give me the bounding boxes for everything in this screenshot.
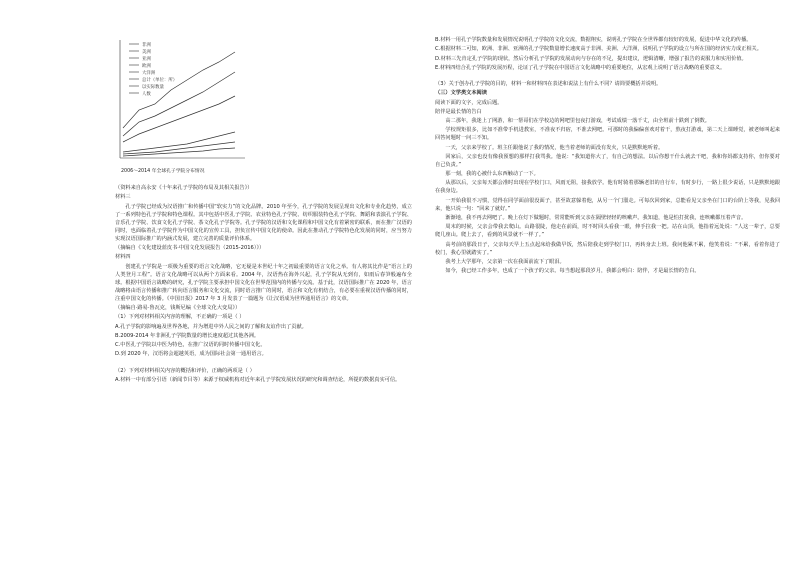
legend-label-6: 总计（单位：所）: [142, 78, 178, 83]
legend-label-7: 以实际数量: [142, 85, 164, 90]
material-4-body: 创建孔子学院是一项极为重要的语言文化战略，它无疑是本世纪十年之初最重要的语言文化之举。有人将其比作是“语言上的人类登月工程”。语言文化战略可以从两个方面来看。2004 年，汉语热在海外兴起，孔子学院从无到有，如雨后春笋般遍布全球。根据中国语言战略的研究，孔子学院主要承担中国文化在世界范围内的传播与交流。基于此，汉语国际推广在 2020 年，语言战略将由语言传播和推广转向语言服务和文化交流，同时语言推广的同时，语言和文化有机结合，有必要在重视汉语传播的同时，注重中国文化的传播。《中国日报》2017 年 3 月发表了一篇题为《让汉语成为世界通用语言》的文章。: [115, 263, 412, 302]
reading-instruction: 阅读下面的文字，完成后题。: [435, 99, 503, 106]
story-title: 陪伴是最长情的告白: [435, 108, 482, 115]
question-1: （1）下列对材料相关内容的理解，不正确的一项是（ ）: [115, 314, 245, 321]
chart-legend: [129, 41, 177, 97]
q1-option-c: C.中医孔子学院以中医为特色，在推广汉语的同时传播中国文化。: [115, 342, 266, 348]
right-column: [435, 0, 780, 562]
source-note-2: （摘编自《文化建设蓝皮书·中国文化发展报告（2015-2016）》）: [115, 245, 265, 251]
chart-svg: [115, 36, 250, 176]
q2-option-b: B.材料一用孔子学院数量和发展情况说明孔子学院的文化交流，数据翔实，说明孔子学院在全世界都有较好的发展，促进中华文化的传播。: [435, 37, 752, 43]
story-para-2: 学校规矩很多，比如不准带手机进教室，不准夜不归宿，不准去网吧。可那时的我偏偏喜欢对着干，熬夜打游戏，第二天上课睡觉，被老师叫起来回答问题时一问三不知。: [435, 127, 780, 142]
q1-option-b: B.2009-2014 年非洲孔子学院数量的增长速度超过其他各洲。: [115, 332, 260, 339]
q2-option-e: E.材料四结合孔子学院的发展历程，论证了孔子学院在中国语言文化战略中的重要地位，从宏观上说明了语言战略的重要意义。: [435, 64, 726, 71]
legend-item-3: [129, 55, 151, 62]
q2-option-c: C.根据材料二可知，欧洲、非洲、亚洲的孔子学院数量增长速度高于非洲、美洲、大洋洲，说明孔子学院的设立与所在国的经济实力成正相关。: [435, 46, 762, 53]
story-para-5: 那一刻，我的心被什么东西触动了一下。: [445, 171, 539, 178]
q1-option-a: A.孔子学院的影响遍及世界各地，并为增进中外人民之间的了解和友谊作出了贡献。: [115, 323, 307, 330]
material-3-body: 孔子学院已经成为汉语推广和传播中国“软实力”的文化品牌。2010 年至今，孔子学院的发展呈现出文化和专业化趋势，成立了一系列特色孔子学院和特色课程。其中包括中医孔子学院、农业特色孔子学院、纺织服装特色孔子学院、舞蹈和表演孔子学院、音乐孔子学院、饮食文化孔子学院、茶文化孔子学院等。孔子学院的汉语和文化课程和中国文化有着紧密的联系，而在推广汉语的同时，也面临着孔子学院作为中国文化的宣传工具，担负宣传中国文化的使命。因此在推动孔子学院特色化发展的同时，应当努力实现汉语国际推广的内涵式发展，建立完善的质量评价体系。: [115, 203, 412, 242]
line-chart: [115, 36, 250, 176]
question-3: （3）关于创办孔子学院的目的，材料一和材料四在表述和说法上有什么不同？请简要概括并说明。: [435, 81, 662, 87]
question-2: （2）下列对材料相关内容的概括和评价，正确的两项是（ ）: [115, 367, 255, 374]
legend-item-8: [129, 90, 151, 97]
legend-item-2: [129, 48, 151, 55]
legend-label-8: 人数: [142, 92, 151, 97]
chart-series: [123, 52, 235, 156]
left-text: [115, 184, 412, 385]
series-line-3: [123, 96, 235, 142]
story-para-11: 我考上大学那年，父亲第一次在我面前流下了眼泪。: [445, 258, 565, 265]
section-3-heading: （三）文学类文本阅读: [435, 90, 487, 97]
right-text: [435, 36, 780, 276]
legend-item-5: [129, 69, 156, 76]
q1-option-d: D.到 2020 年，汉语将会超越英语，成为国际社会第一通用语言。: [115, 351, 267, 358]
story-para-9: 周末的时候，父亲会带我去爬山。山路很陡，他走在前面，时不时回头看我一眼，伸手拉我一把。站在山顶，他指着远处说：“人这一辈子，总要爬几座山。爬上去了，看到的风景就不一样了。”: [435, 224, 780, 239]
q2-option-a: A.材料一中有部分引语（新闻节目等）来源于权威机构对近年来孔子学院发展状况的研究和调查结论，所提的数据真实可信。: [115, 376, 401, 383]
series-line-1: [123, 52, 235, 128]
legend-item-1: [129, 41, 151, 48]
legend-label-1: 非洲: [142, 43, 151, 48]
story-para-1: 高二那年，我迷上了网游，和一帮哥们在学校边的网吧里包夜打游戏，考试成绩一落千丈，由全班前十跌到了倒数。: [445, 118, 710, 124]
story-para-4: 回家后，父亲也没有像我预想的那样打我骂我。他说：“我知道你大了，有自己的想法。以后你想干什么就去干吧，我和你妈都支持你，但你要对自己负责。”: [435, 153, 780, 168]
chart-caption: 2006～2014 年全球孔子学院分布情况: [121, 169, 205, 174]
material-3-heading: 材料三: [115, 194, 131, 201]
story-para-6: 从那以后，父亲每天都会准时出现在学校门口，风雨无阻，接我放学。他有时骑着那辆老旧的自行车，有时步行，一路上很少说话，只是默默地跟在我身边。: [435, 180, 780, 195]
story-para-8: 渐渐地，我不再去网吧了。晚上在灯下做题时，常常能听到父亲在隔壁轻轻的咳嗽声。我知道，他是怕打扰我，连咳嗽都压着声音。: [445, 215, 747, 221]
legend-label-4: 欧洲: [142, 64, 151, 69]
story-para-3: 一天，父亲来学校了。班主任跟他说了我的情况，他当着老师的面没有发火，只是默默地听着。: [445, 144, 664, 151]
story-para-10: 高考前的那段日子，父亲每天早上五点起床给我做早饭，然后陪我走到学校门口，再转身去上班。我问他累不累，他笑着说：“不累，看着你进了校门，我心里就踏实了。”: [435, 241, 780, 256]
legend-label-3: 亚洲: [142, 57, 151, 62]
left-column: [115, 0, 412, 562]
legend-label-2: 美洲: [142, 50, 151, 55]
legend-label-5: 大洋洲: [142, 71, 156, 76]
material-4-heading: 材料四: [115, 254, 131, 261]
story-para-7: 一开始我很不习惯，觉得在同学面前很没面子，甚至故意躲着他，从另一个门溜走。可每次回到家，总能看见父亲坐在门口的台阶上等我，见我回来，他只说一句：“回来了就好。”: [435, 197, 780, 212]
legend-item-6: [129, 76, 177, 83]
source-note-1: （资料来自高永安《十年来孔子学院的布局及其相关报告》）: [115, 185, 253, 191]
q2-option-d: D.材料三先肯定孔子学院的现状，然后分析孔子学院的发展动向与存在的不足，提出建议，逻辑清晰，增强了报告的说服力和实用价值。: [435, 55, 747, 62]
legend-item-7: [129, 83, 165, 90]
story-para-12: 如今，我已经工作多年，也成了一个孩子的父亲。每当想起那段岁月，我都会明白：陪伴，才是最长情的告白。: [445, 268, 700, 275]
legend-item-4: [129, 62, 151, 69]
source-note-3: （摘编自·路易·鲁瓦克，钱斯尼编《全球文化大变局》）: [115, 305, 241, 311]
